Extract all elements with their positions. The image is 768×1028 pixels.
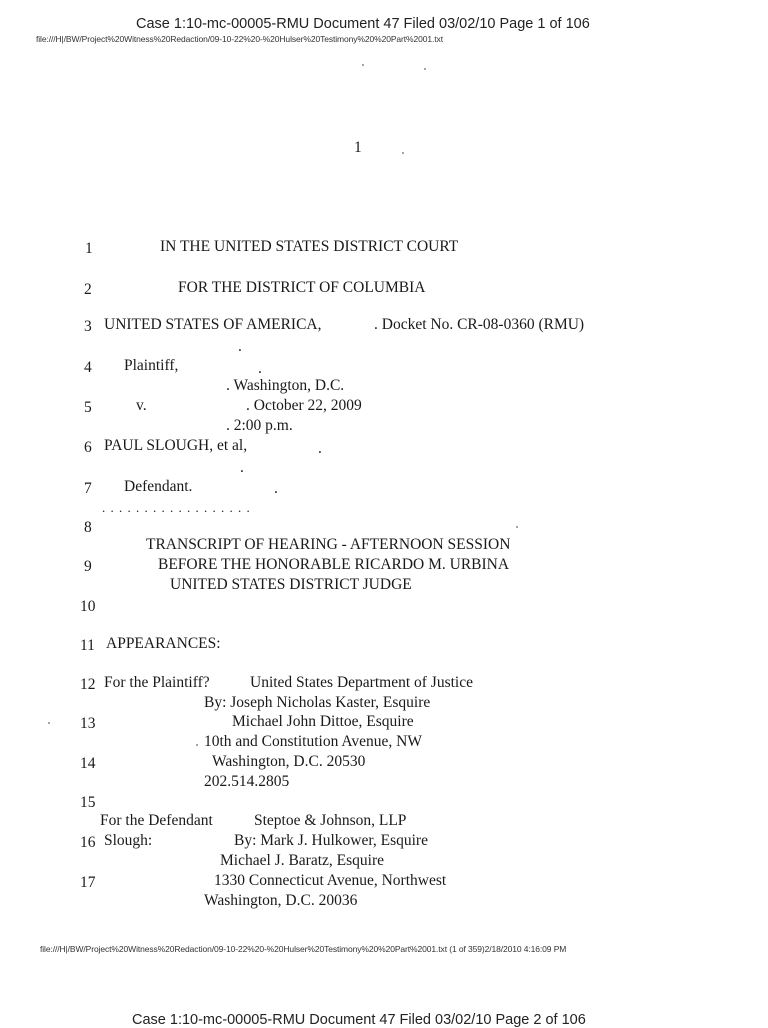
plaintiff-attorney-2: Michael John Dittoe, Esquire xyxy=(232,713,414,730)
caption-dot: . xyxy=(318,440,322,457)
line-number: 11 xyxy=(80,637,95,654)
next-page-case-header: Case 1:10-mc-00005-RMU Document 47 Filed 03/02/10 Page 2 of 106 xyxy=(132,1012,586,1028)
scan-speck xyxy=(424,68,426,70)
caption-dot: . xyxy=(258,360,262,377)
defendant-name: Slough: xyxy=(104,832,153,849)
transcript-title: TRANSCRIPT OF HEARING - AFTERNOON SESSION xyxy=(146,536,511,553)
court-name: IN THE UNITED STATES DISTRICT COURT xyxy=(160,238,459,255)
hearing-time: . 2:00 p.m. xyxy=(226,417,293,434)
defendant-attorney-2: Michael J. Baratz, Esquire xyxy=(220,852,384,869)
plaintiff-label: Plaintiff, xyxy=(124,357,179,374)
for-plaintiff-label: For the Plaintiff? xyxy=(104,674,210,691)
caption-dot: . xyxy=(274,480,278,497)
line-number: 1 xyxy=(85,240,93,257)
plaintiff-firm: United States Department of Justice xyxy=(250,674,473,691)
line-number: 4 xyxy=(84,359,92,376)
versus: v. xyxy=(136,397,147,414)
line-number: 3 xyxy=(84,318,92,335)
case-header: Case 1:10-mc-00005-RMU Document 47 Filed 03/02/10 Page 1 of 106 xyxy=(136,16,590,32)
line-number: 5 xyxy=(84,399,92,416)
scan-speck xyxy=(362,64,364,66)
defendant-party: PAUL SLOUGH, et al, xyxy=(104,437,248,454)
defendant-attorney: By: Mark J. Hulkower, Esquire xyxy=(234,832,428,849)
line-number: 17 xyxy=(80,874,96,891)
docket-number: . Docket No. CR-08-0360 (RMU) xyxy=(374,316,585,333)
hearing-date: . October 22, 2009 xyxy=(246,397,362,414)
dotted-rule: . . . . . . . . . . . . . . . . . . xyxy=(102,500,251,515)
line-number: 13 xyxy=(80,715,96,732)
line-number: 16 xyxy=(80,834,96,851)
defendant-firm: Steptoe & Johnson, LLP xyxy=(254,812,407,829)
scan-speck xyxy=(196,744,198,746)
plaintiff-address-line2: Washington, D.C. 20530 xyxy=(212,753,366,770)
file-path-header: file:///H|/BW/Project%20Witness%20Redaction/09-10-22%20-%20Hulser%20Testimony%20%20Part%2001.txt xyxy=(36,34,443,44)
line-number: 2 xyxy=(84,281,92,298)
file-path-footer: file:///H|/BW/Project%20Witness%20Redaction/09-10-22%20-%20Hulser%20Testimony%20%20Part%2001.txt (1 of 359)2/18/2010 4:16:09 PM xyxy=(40,944,567,954)
plaintiff-address-line1: 10th and Constitution Avenue, NW xyxy=(204,733,422,750)
for-defendant-label: For the Defendant xyxy=(100,812,213,829)
scan-speck xyxy=(516,526,518,528)
plaintiff-attorney: By: Joseph Nicholas Kaster, Esquire xyxy=(204,694,431,711)
scan-speck xyxy=(402,152,404,154)
judge-title: UNITED STATES DISTRICT JUDGE xyxy=(170,576,412,593)
defendant-address-line2: Washington, D.C. 20036 xyxy=(204,892,358,909)
appearances-heading: APPEARANCES: xyxy=(106,635,221,652)
line-number: 9 xyxy=(84,558,92,575)
scan-speck xyxy=(48,722,50,724)
defendant-label: Defendant. xyxy=(124,478,193,495)
hearing-location: . Washington, D.C. xyxy=(226,377,345,394)
defendant-address-line1: 1330 Connecticut Avenue, Northwest xyxy=(214,872,447,889)
page-number: 1 xyxy=(354,139,362,156)
caption-dot: . xyxy=(238,338,242,355)
plaintiff-party: UNITED STATES OF AMERICA, xyxy=(104,316,322,333)
line-number: 12 xyxy=(80,676,96,693)
line-number: 8 xyxy=(84,519,92,536)
line-number: 15 xyxy=(80,794,96,811)
line-number: 6 xyxy=(84,439,92,456)
caption-dot: . xyxy=(240,459,244,476)
line-number: 10 xyxy=(80,598,96,615)
line-number: 14 xyxy=(80,755,96,772)
line-number: 7 xyxy=(84,480,92,497)
plaintiff-phone: 202.514.2805 xyxy=(204,773,290,790)
judge-line: BEFORE THE HONORABLE RICARDO M. URBINA xyxy=(158,556,510,573)
court-district: FOR THE DISTRICT OF COLUMBIA xyxy=(178,279,426,296)
